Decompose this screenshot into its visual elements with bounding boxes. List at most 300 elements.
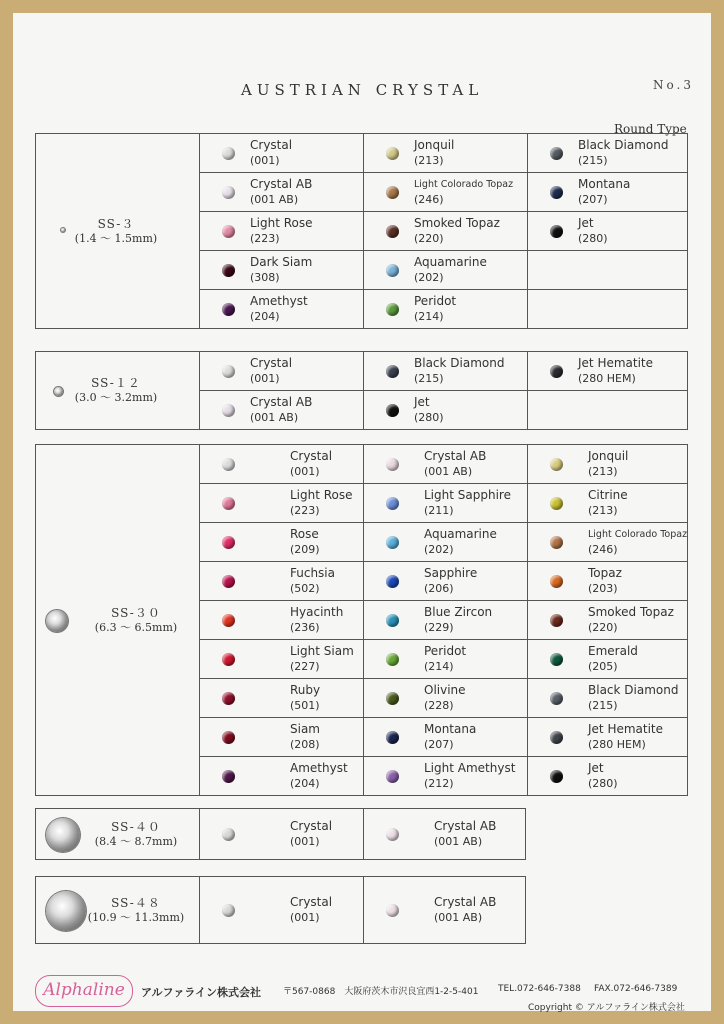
crystal-entry <box>200 761 363 791</box>
crystal-code: (206) <box>424 582 454 595</box>
crystal-swatch-icon <box>222 225 235 238</box>
crystal-name: Smoked Topaz <box>588 605 674 619</box>
crystal-code: (220) <box>588 621 618 634</box>
crystal-swatch-icon <box>386 497 399 510</box>
crystal-cell <box>364 523 528 562</box>
crystal-entry <box>528 566 687 596</box>
crystal-text <box>290 761 348 791</box>
crystal-entry <box>528 527 687 557</box>
crystal-swatch-icon <box>222 497 235 510</box>
crystal-code: (202) <box>414 271 444 284</box>
crystal-swatch-icon <box>222 458 235 471</box>
crystal-entry <box>528 177 687 207</box>
crystal-entry <box>364 644 527 674</box>
crystal-cell <box>528 445 688 484</box>
size-range: (1.4 ～ 1.5mm) <box>74 231 158 245</box>
crystal-entry <box>364 566 527 596</box>
crystal-code: (215) <box>588 699 618 712</box>
crystal-code: (207) <box>424 738 454 751</box>
size-group-table <box>35 444 688 796</box>
crystal-code: (001) <box>290 465 320 478</box>
crystal-entry <box>364 138 527 168</box>
size-cell <box>36 809 200 860</box>
crystal-entry <box>528 488 687 518</box>
size-label <box>76 606 196 635</box>
table-row <box>36 445 688 484</box>
crystal-cell <box>528 640 688 679</box>
size-group-table <box>35 808 526 860</box>
crystal-code: (280) <box>588 777 618 790</box>
crystal-entry <box>200 683 363 713</box>
crystal-text <box>414 395 444 425</box>
crystal-cell <box>528 679 688 718</box>
crystal-text <box>290 449 332 479</box>
crystal-cell <box>528 562 688 601</box>
crystal-entry <box>364 722 527 752</box>
crystal-name: Crystal AB <box>424 449 487 463</box>
crystal-code: (001 AB) <box>424 465 473 478</box>
crystal-code: (223) <box>250 232 280 245</box>
crystal-code: (204) <box>290 777 320 790</box>
size-group-table <box>35 351 688 430</box>
crystal-text <box>290 683 320 713</box>
company-name: アルファライン株式会社 <box>141 986 262 999</box>
crystal-swatch-icon <box>550 365 563 378</box>
crystal-cell <box>364 718 528 757</box>
crystal-swatch-icon <box>386 904 399 917</box>
crystal-cell <box>364 640 528 679</box>
crystal-text <box>424 605 492 635</box>
crystal-entry <box>200 138 363 168</box>
crystal-entry <box>364 683 527 713</box>
crystal-swatch-icon <box>550 770 563 783</box>
crystal-entry <box>200 255 363 285</box>
crystal-code: (001) <box>250 372 280 385</box>
crystal-name: Peridot <box>424 644 467 658</box>
crystal-swatch-icon <box>550 458 563 471</box>
crystal-cell <box>364 445 528 484</box>
crystal-cell <box>528 523 688 562</box>
crystal-swatch-icon <box>222 303 235 316</box>
crystal-cell <box>200 391 364 430</box>
crystal-entry <box>364 449 527 479</box>
crystal-swatch-icon <box>386 614 399 627</box>
crystal-swatch-icon <box>222 614 235 627</box>
size-range: (8.4 ～ 8.7mm) <box>94 834 178 848</box>
crystal-code: (228) <box>424 699 454 712</box>
crystal-text <box>414 216 500 246</box>
size-cell <box>36 134 200 329</box>
crystal-code: (214) <box>424 660 454 673</box>
crystal-code: (211) <box>424 504 454 517</box>
crystal-cell <box>200 562 364 601</box>
crystal-cell <box>528 391 688 430</box>
crystal-name: Crystal <box>290 819 333 833</box>
crystal-text <box>588 683 678 713</box>
crystal-swatch-icon <box>550 731 563 744</box>
crystal-swatch-icon <box>386 692 399 705</box>
crystal-entry <box>528 722 687 752</box>
crystal-swatch-icon <box>222 731 235 744</box>
crystal-name: Emerald <box>588 644 638 658</box>
crystal-name: Jet <box>588 761 604 775</box>
crystal-name: Light Colorado Topaz <box>414 179 514 190</box>
crystal-entry <box>200 356 363 386</box>
crystal-cell <box>200 352 364 391</box>
crystal-cell <box>528 484 688 523</box>
crystal-entry <box>528 356 687 386</box>
crystal-name: Light Colorado Topaz <box>588 529 688 540</box>
crystal-swatch-icon <box>386 731 399 744</box>
crystal-text <box>578 356 653 386</box>
crystal-cell <box>364 562 528 601</box>
crystal-swatch-icon <box>550 186 563 199</box>
crystal-swatch-icon <box>222 264 235 277</box>
crystal-entry <box>364 294 527 324</box>
crystal-name: Aquamarine <box>424 527 497 541</box>
crystal-cell <box>364 484 528 523</box>
crystal-entry <box>364 177 527 207</box>
crystal-cell <box>528 134 688 173</box>
crystal-cell <box>200 290 364 329</box>
crystal-code: (213) <box>588 465 618 478</box>
crystal-cell <box>528 718 688 757</box>
crystal-code: (246) <box>588 543 618 556</box>
crystal-text <box>578 138 668 168</box>
size-range: (6.3 ～ 6.5mm) <box>94 620 178 634</box>
size-range: (10.9 ～ 11.3mm) <box>87 910 185 924</box>
crystal-cell <box>528 290 688 329</box>
crystal-text <box>290 527 320 557</box>
crystal-code: (308) <box>250 271 280 284</box>
crystal-code: (223) <box>290 504 320 517</box>
crystal-name: Light Rose <box>250 216 313 230</box>
crystal-cell <box>200 251 364 290</box>
size-cell <box>36 445 200 796</box>
crystal-text <box>290 488 353 518</box>
crystal-cell <box>364 290 528 329</box>
crystal-text <box>588 566 622 596</box>
crystal-swatch-icon <box>550 147 563 160</box>
crystal-swatch-icon <box>550 653 563 666</box>
crystal-name: Crystal AB <box>434 819 497 833</box>
crystal-name: Blue Zircon <box>424 605 493 619</box>
crystal-code: (213) <box>414 154 444 167</box>
crystal-name: Crystal <box>290 449 333 463</box>
crystal-name: Rose <box>290 527 319 541</box>
size-name: SS-１２ <box>91 376 141 390</box>
crystal-name: Fuchsia <box>290 566 335 580</box>
crystal-entry <box>364 819 525 849</box>
crystal-code: (280 HEM) <box>588 738 646 751</box>
crystal-code: (227) <box>290 660 320 673</box>
crystal-swatch-icon <box>550 692 563 705</box>
phone-number: TEL.072-646-7388 <box>498 984 581 994</box>
size-label <box>76 820 196 849</box>
crystal-entry <box>364 395 527 425</box>
crystal-text <box>290 566 335 596</box>
crystal-name: Jet <box>578 216 594 230</box>
crystal-name: Citrine <box>588 488 628 502</box>
crystal-swatch-icon <box>386 653 399 666</box>
crystal-cell <box>364 679 528 718</box>
crystal-text <box>424 449 486 479</box>
crystal-swatch-icon <box>222 653 235 666</box>
crystal-text <box>578 216 608 246</box>
crystal-cell <box>364 757 528 796</box>
crystal-name: Crystal AB <box>250 177 313 191</box>
crystal-cell <box>364 173 528 212</box>
crystal-text <box>578 177 630 207</box>
crystal-cell <box>200 718 364 757</box>
crystal-swatch-icon <box>222 575 235 588</box>
crystal-entry <box>200 177 363 207</box>
crystal-name: Crystal AB <box>250 395 313 409</box>
size-range: (3.0 ～ 3.2mm) <box>74 391 158 404</box>
crystal-swatch-icon <box>386 365 399 378</box>
crystal-entry <box>200 216 363 246</box>
page-number: No.3 <box>653 78 694 92</box>
crystal-name: Sapphire <box>424 566 478 580</box>
crystal-text <box>588 527 687 557</box>
crystal-text <box>290 644 354 674</box>
crystal-text <box>250 395 312 425</box>
crystal-text <box>424 527 497 557</box>
crystal-code: (001) <box>250 154 280 167</box>
crystal-text <box>434 895 496 925</box>
size-cell <box>36 877 200 944</box>
crystal-swatch-icon <box>386 575 399 588</box>
crystal-entry <box>364 255 527 285</box>
crystal-swatch-icon <box>550 497 563 510</box>
crystal-code: (203) <box>588 582 618 595</box>
crystal-code: (502) <box>290 582 320 595</box>
crystal-code: (209) <box>290 543 320 556</box>
crystal-swatch-icon <box>550 614 563 627</box>
size-name: SS-３０ <box>111 605 161 620</box>
crystal-text <box>588 722 663 752</box>
crystal-cell <box>200 484 364 523</box>
crystal-entry <box>364 356 527 386</box>
type-label: Round Type <box>614 122 687 136</box>
crystal-entry <box>528 449 687 479</box>
crystal-entry <box>200 566 363 596</box>
crystal-code: (001) <box>290 835 320 848</box>
crystal-name: Light Rose <box>290 488 353 502</box>
crystal-name: Light Amethyst <box>424 761 516 775</box>
size-name: SS-４８ <box>111 895 161 910</box>
crystal-entry <box>200 449 363 479</box>
crystal-entry <box>364 895 525 925</box>
crystal-code: (205) <box>588 660 618 673</box>
crystal-code: (229) <box>424 621 454 634</box>
crystal-cell <box>200 757 364 796</box>
crystal-entry <box>364 488 527 518</box>
crystal-name: Montana <box>424 722 477 736</box>
crystal-code: (236) <box>290 621 320 634</box>
crystal-text <box>424 761 515 791</box>
crystal-entry <box>200 395 363 425</box>
crystal-entry <box>200 605 363 635</box>
crystal-code: (001 AB) <box>250 411 299 424</box>
crystal-cell <box>200 640 364 679</box>
crystal-entry <box>364 605 527 635</box>
table-row <box>36 809 526 860</box>
crystal-text <box>290 819 332 849</box>
crystal-cell <box>200 445 364 484</box>
crystal-text <box>588 605 674 635</box>
crystal-text <box>250 356 292 386</box>
crystal-name: Black Diamond <box>578 138 669 152</box>
crystal-swatch-icon <box>222 904 235 917</box>
crystal-swatch-icon <box>222 186 235 199</box>
crystal-text <box>250 255 312 285</box>
crystal-code: (215) <box>578 154 608 167</box>
crystal-text <box>290 605 343 635</box>
size-label <box>56 376 176 405</box>
crystal-swatch-icon <box>386 536 399 549</box>
size-name: SS-４０ <box>111 819 161 834</box>
crystal-cell <box>364 134 528 173</box>
crystal-entry <box>528 216 687 246</box>
crystal-text <box>588 761 618 791</box>
crystal-code: (280) <box>414 411 444 424</box>
crystal-text <box>588 644 638 674</box>
crystal-entry <box>364 216 527 246</box>
crystal-swatch-icon <box>222 404 235 417</box>
crystal-swatch-icon <box>386 770 399 783</box>
crystal-text <box>588 449 628 479</box>
crystal-entry <box>528 761 687 791</box>
crystal-text <box>424 722 476 752</box>
crystal-name: Olivine <box>424 683 466 697</box>
crystal-entry <box>528 683 687 713</box>
table-row <box>36 352 688 391</box>
crystal-name: Smoked Topaz <box>414 216 500 230</box>
copyright: Copyright © アルファライン株式会社 <box>528 1003 685 1013</box>
crystal-swatch-icon <box>222 365 235 378</box>
crystal-text <box>414 255 487 285</box>
crystal-code: (213) <box>588 504 618 517</box>
crystal-swatch-icon <box>386 458 399 471</box>
crystal-code: (220) <box>414 232 444 245</box>
size-group-table <box>35 133 688 329</box>
crystal-entry <box>364 761 527 791</box>
crystal-cell <box>364 877 526 944</box>
crystal-name: Ruby <box>290 683 321 697</box>
crystal-swatch-icon <box>386 147 399 160</box>
crystal-text <box>250 294 308 324</box>
crystal-swatch-icon <box>550 536 563 549</box>
crystal-name: Jonquil <box>414 138 455 152</box>
crystal-text <box>250 138 292 168</box>
crystal-text <box>290 895 332 925</box>
crystal-cell <box>364 809 526 860</box>
crystal-text <box>434 819 496 849</box>
crystal-cell <box>200 523 364 562</box>
crystal-cell <box>528 251 688 290</box>
crystal-text <box>424 644 466 674</box>
crystal-cell <box>528 352 688 391</box>
crystal-text <box>290 722 320 752</box>
crystal-text <box>588 488 628 518</box>
crystal-name: Light Sapphire <box>424 488 511 502</box>
crystal-entry <box>200 527 363 557</box>
size-name: SS-３ <box>97 216 135 231</box>
footer <box>13 973 711 1013</box>
crystal-code: (212) <box>424 777 454 790</box>
crystal-cell <box>200 877 364 944</box>
crystal-code: (501) <box>290 699 320 712</box>
crystal-text <box>414 138 454 168</box>
crystal-cell <box>200 679 364 718</box>
crystal-code: (280) <box>578 232 608 245</box>
size-label <box>56 217 176 246</box>
crystal-name: Siam <box>290 722 320 736</box>
crystal-name: Amethyst <box>290 761 348 775</box>
crystal-swatch-icon <box>222 536 235 549</box>
crystal-cell <box>200 212 364 251</box>
fax-number: FAX.072-646-7389 <box>594 984 678 994</box>
crystal-code: (208) <box>290 738 320 751</box>
crystal-swatch-icon <box>386 303 399 316</box>
table-row <box>36 134 688 173</box>
crystal-text <box>414 177 513 207</box>
crystal-entry <box>528 644 687 674</box>
crystal-swatch-icon <box>386 186 399 199</box>
crystal-code: (001 AB) <box>250 193 299 206</box>
crystal-entry <box>200 722 363 752</box>
table-row <box>36 877 526 944</box>
crystal-swatch-icon <box>222 692 235 705</box>
crystal-code: (001 AB) <box>434 835 483 848</box>
crystal-name: Crystal AB <box>434 895 497 909</box>
crystal-entry <box>200 819 363 849</box>
crystal-name: Dark Siam <box>250 255 313 269</box>
crystal-cell <box>528 212 688 251</box>
crystal-name: Jet Hematite <box>588 722 664 736</box>
crystal-cell <box>528 173 688 212</box>
crystal-text <box>424 488 511 518</box>
crystal-name: Jet Hematite <box>578 356 654 370</box>
crystal-name: Aquamarine <box>414 255 487 269</box>
crystal-swatch-icon <box>386 828 399 841</box>
crystal-code: (001 AB) <box>434 911 483 924</box>
crystal-code: (280 HEM) <box>578 372 636 385</box>
crystal-code: (215) <box>414 372 444 385</box>
crystal-name: Light Siam <box>290 644 354 658</box>
size-stone-icon <box>46 818 80 852</box>
crystal-name: Black Diamond <box>414 356 505 370</box>
crystal-text <box>250 177 312 207</box>
crystal-name: Montana <box>578 177 631 191</box>
crystal-swatch-icon <box>386 404 399 417</box>
size-label <box>76 896 196 925</box>
crystal-name: Crystal <box>250 356 293 370</box>
crystal-cell <box>364 601 528 640</box>
size-cell <box>36 352 200 430</box>
crystal-entry <box>200 644 363 674</box>
crystal-cell <box>200 134 364 173</box>
size-group-table <box>35 876 526 944</box>
brand-logo: Alphaline <box>35 975 133 1007</box>
catalog-sheet <box>13 13 711 1011</box>
crystal-swatch-icon <box>550 575 563 588</box>
crystal-code: (214) <box>414 310 444 323</box>
crystal-swatch-icon <box>222 828 235 841</box>
crystal-name: Crystal <box>290 895 333 909</box>
crystal-code: (204) <box>250 310 280 323</box>
